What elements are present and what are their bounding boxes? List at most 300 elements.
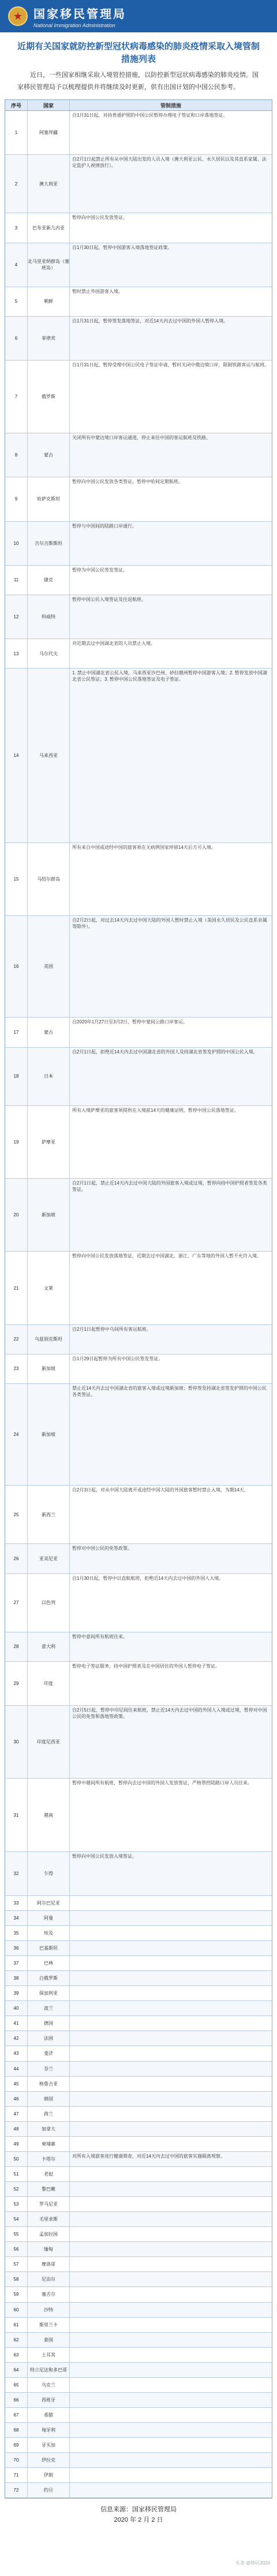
row-country: 特立尼达和多巴哥 — [28, 2363, 70, 2377]
row-country: 印度尼西亚 — [28, 1706, 70, 1778]
row-country: 文莱 — [28, 1252, 70, 1324]
row-country: 埃及 — [28, 1926, 70, 1940]
row-measure — [70, 2348, 272, 2362]
row-country: 白俄罗斯 — [28, 1971, 70, 1985]
table-row — [5, 2453, 272, 2468]
intro-paragraph: 近日，一些国家相继采取入境管控措施，以防控新型冠状病毒感染的肺炎疫情。国家移民管理局予以梳理提供并将继续及时更新，供有出国计划的中国公民参考。 — [17, 72, 259, 91]
row-country: 萨摩亚 — [28, 1106, 70, 1178]
row-measure — [70, 2393, 272, 2407]
table-row — [5, 2107, 272, 2122]
row-number: 26 — [5, 1544, 28, 1573]
row-country: 捷克 — [28, 566, 70, 595]
table-row — [5, 1486, 272, 1544]
row-country: 牙买加 — [28, 2438, 70, 2452]
table-row — [5, 1706, 272, 1779]
row-country: 匈牙利 — [28, 2423, 70, 2437]
row-country: 格鲁吉亚 — [28, 2077, 70, 2091]
row-number: 71 — [5, 2468, 28, 2482]
row-measure — [70, 1896, 272, 1910]
row-measure: 暂停向中国公民发放各类签证，暂停中哈间定期航班。 — [72, 479, 183, 485]
table-row — [5, 2077, 272, 2092]
row-number: 33 — [5, 1896, 28, 1910]
table-row — [5, 317, 272, 361]
table-row — [5, 1956, 272, 1971]
row-country: 巴林 — [28, 1956, 70, 1970]
row-measure: 暂停中国公民入境签证及往返航班。 — [72, 596, 146, 602]
organization-name — [33, 5, 126, 28]
table-row — [5, 2408, 272, 2423]
row-number: 49 — [5, 2137, 28, 2151]
row-country: 菲律宾 — [28, 317, 70, 360]
row-measure: 关闭所有中蒙边境口岸客运通道，停止来往中国的客运航班及铁路。 — [72, 435, 211, 441]
row-country: 马绍尔群岛 — [28, 843, 70, 915]
row-country: 缅甸 — [28, 2242, 70, 2256]
header-bar — [0, 0, 277, 32]
row-country: 朝鲜 — [28, 287, 70, 316]
row-measure: 暂停向中国公民发放入境签证。 — [72, 1853, 137, 1859]
row-measure — [70, 2363, 272, 2377]
row-measure — [70, 2197, 272, 2211]
row-number: 19 — [5, 1106, 28, 1178]
table-row — [5, 2287, 272, 2302]
table-row — [5, 1384, 272, 1486]
table-row — [5, 477, 272, 521]
table-row — [5, 2272, 272, 2287]
table-row — [5, 566, 272, 595]
table-row — [5, 2062, 272, 2077]
row-country: 俄罗斯 — [28, 361, 70, 433]
table-row — [5, 2318, 272, 2333]
table-row — [5, 1018, 272, 1047]
row-country: 法国 — [28, 2031, 70, 2046]
row-country: 新加坡 — [28, 1384, 70, 1485]
row-number: 10 — [5, 522, 28, 565]
table-row — [5, 1325, 272, 1354]
row-measure — [70, 2107, 272, 2121]
row-measure — [70, 2378, 272, 2392]
row-number: 47 — [5, 2107, 28, 2121]
row-number: 24 — [5, 1384, 28, 1485]
row-country: 尼泊尔 — [28, 2272, 70, 2287]
row-country: 斐济 — [28, 2046, 70, 2061]
row-country: 德国 — [28, 2016, 70, 2031]
row-measure — [70, 2468, 272, 2482]
row-measure: 自2月1日起，拒绝近14天内去过中国湖北省的外国人及持湖北省签发护照的中国公民入境。 — [72, 1049, 258, 1055]
row-measure: 对近期去过中国湖北省的人员禁止入境。 — [72, 641, 155, 647]
row-measure — [70, 2272, 272, 2287]
row-number: 37 — [5, 1956, 28, 1970]
row-country: 孟加拉国 — [28, 2227, 70, 2241]
table-row — [5, 2152, 272, 2167]
row-country: 阿尔巴尼亚 — [28, 1896, 70, 1910]
row-number: 46 — [5, 2092, 28, 2106]
row-measure — [70, 2167, 272, 2181]
table-row — [5, 2092, 272, 2107]
footer-date: 2020 年 2 月 2 日 — [114, 2516, 163, 2523]
row-number: 72 — [5, 2483, 28, 2497]
row-country: 新加坡 — [28, 1179, 70, 1251]
row-country: 新西兰 — [28, 1486, 70, 1543]
row-country: 意大利 — [28, 1632, 70, 1661]
row-number: 70 — [5, 2453, 28, 2467]
row-measure — [70, 2046, 272, 2061]
row-country: 伊拉克 — [28, 2453, 70, 2467]
table-row — [5, 1986, 272, 2001]
table-row — [5, 1911, 272, 1926]
table-row — [5, 1354, 272, 1384]
row-measure — [70, 2318, 272, 2332]
table-row — [5, 2303, 272, 2318]
table-row — [5, 2227, 272, 2242]
table-row — [5, 2363, 272, 2378]
table-row — [5, 2438, 272, 2453]
row-country: 乌兹别克斯坦 — [28, 1325, 70, 1354]
table-row — [5, 2167, 272, 2182]
row-number: 6 — [5, 317, 28, 360]
row-number: 5 — [5, 287, 28, 316]
table-row — [5, 522, 272, 566]
row-number: 23 — [5, 1354, 28, 1383]
row-measure: 1. 禁止中国湖北省公民入境，马来西亚沙巴州、砂拉越州暂停中国游客入境；2. 暂停发放中国湖北省公民签证；3. 暂停中国公民落地签证及电子签证。 — [72, 670, 267, 682]
row-number: 28 — [5, 1632, 28, 1661]
row-number: 36 — [5, 1941, 28, 1955]
national-emblem-icon: ★ — [8, 6, 28, 26]
table-row — [5, 1971, 272, 1986]
row-number: 4 — [5, 243, 28, 287]
row-measure — [70, 2001, 272, 2015]
row-measure: 自2月5日起，暂停中印尼间往来航班，禁止近14天内去过中国的外国人入境或过境，暂停对中国公民的免签和落地签政策。 — [72, 1708, 267, 1720]
row-number: 43 — [5, 2046, 28, 2061]
row-country: 新加坡 — [28, 1354, 70, 1383]
row-number: 54 — [5, 2212, 28, 2226]
row-number: 27 — [5, 1574, 28, 1632]
footer-source: 信息来源：国家移民管理局 — [100, 2506, 177, 2513]
row-number: 18 — [5, 1048, 28, 1105]
table-row — [5, 1779, 272, 1851]
row-measure: 对所有入境旅客进行健康筛查，对近14天内去过中国的旅客实施隔离观察。 — [72, 2153, 225, 2159]
table-row — [5, 361, 272, 433]
row-country: 哈萨克斯坦 — [28, 477, 70, 521]
row-number: 34 — [5, 1911, 28, 1925]
row-measure: 自1月30日起，暂停中以直航航班，拒绝近14天内去过中国的外国人入境。 — [72, 1575, 224, 1581]
table-row — [5, 595, 272, 639]
table-row — [5, 1179, 272, 1252]
row-number: 14 — [5, 669, 28, 842]
row-number: 63 — [5, 2348, 28, 2362]
row-country: 芬兰 — [28, 2062, 70, 2076]
row-number: 62 — [5, 2333, 28, 2347]
row-country: 韩国 — [28, 2092, 70, 2106]
table-row — [5, 2393, 272, 2408]
row-number: 9 — [5, 477, 28, 521]
row-number: 12 — [5, 595, 28, 639]
row-measure: 暂停中意间所有航班往来。 — [72, 1634, 128, 1639]
row-country: 蒙古 — [28, 1018, 70, 1046]
row-country: 伊朗 — [28, 2468, 70, 2482]
row-country: 印度 — [28, 1662, 70, 1705]
row-number: 53 — [5, 2197, 28, 2211]
row-number: 60 — [5, 2303, 28, 2317]
table-row — [5, 1544, 272, 1573]
row-measure: 暂停向中国公民发放签证。 — [72, 215, 128, 221]
row-number: 39 — [5, 1986, 28, 2000]
table-row — [5, 639, 272, 669]
table-row — [5, 1252, 272, 1324]
row-country: 希腊 — [28, 2408, 70, 2422]
header-measure: 管制措施 — [160, 102, 181, 109]
row-measure: 自2月1日起，禁止近14天内去过中国大陆的外国旅客入境或过境，暂停向持中国护照者签发各类签证。 — [72, 1181, 267, 1193]
row-measure — [70, 1986, 272, 2000]
table-row — [5, 2378, 272, 2393]
row-measure — [70, 2242, 272, 2256]
row-number: 17 — [5, 1018, 28, 1046]
row-number: 38 — [5, 1971, 28, 1985]
row-number: 32 — [5, 1852, 28, 1895]
row-measure: 自1月29日起暂停为所有中国公民签发签证。 — [72, 1356, 163, 1361]
table-row — [5, 669, 272, 843]
table-row — [5, 155, 272, 213]
row-measure — [70, 2137, 272, 2151]
row-measure: 自1月31日起，暂停签发落地签证，对近14天内去过中国的外国人暂停入境。 — [72, 318, 229, 324]
row-number: 51 — [5, 2167, 28, 2181]
row-measure: 自2月1日起暂停中乌间所有客运航班。 — [72, 1326, 151, 1332]
row-number: 15 — [5, 843, 28, 915]
row-measure: 自2020年1月27日至3月2日，暂停中蒙间公路口岸客运。 — [72, 1019, 188, 1025]
row-measure — [70, 2077, 272, 2091]
row-number: 25 — [5, 1486, 28, 1543]
row-country: 加拿大 — [28, 2122, 70, 2136]
row-measure — [70, 2333, 272, 2347]
table-row — [5, 1048, 272, 1106]
row-country: 巴基斯坦 — [28, 1941, 70, 1955]
footer — [0, 2499, 277, 2525]
table-row — [5, 111, 272, 155]
row-country: 乍得 — [28, 1852, 70, 1895]
table-row — [5, 1106, 272, 1179]
row-number: 58 — [5, 2272, 28, 2287]
row-number: 11 — [5, 566, 28, 595]
row-measure: 自2月1日起禁止所有从中国大陆出发的人员入境（澳大利亚公民、永久居民以及其直系家属、法定监护人视情放行）。 — [72, 157, 267, 169]
table-body — [5, 111, 272, 2498]
table-row — [5, 2212, 272, 2227]
row-number: 68 — [5, 2423, 28, 2437]
row-measure: 暂停与中国间的陆路口岸通行。 — [72, 523, 137, 529]
row-country: 越南 — [28, 1779, 70, 1851]
row-measure: 所有来自中国或途经中国的旅客须在无病例国家停留14天后方可入境。 — [72, 844, 216, 850]
row-number: 67 — [5, 2408, 28, 2422]
row-number: 56 — [5, 2242, 28, 2256]
row-number: 69 — [5, 2438, 28, 2452]
table-header — [5, 100, 272, 111]
row-number: 8 — [5, 433, 28, 477]
org-name-cn: 国家移民管理局 — [33, 8, 126, 21]
table-row — [5, 2137, 272, 2152]
row-measure: 暂时禁止外国游客入境。 — [72, 288, 123, 294]
row-number: 45 — [5, 2077, 28, 2091]
row-country: 亚美尼亚 — [28, 1544, 70, 1573]
row-number: 29 — [5, 1662, 28, 1705]
row-country: 波兰 — [28, 2001, 70, 2015]
row-number: 21 — [5, 1252, 28, 1324]
row-measure — [70, 1911, 272, 1925]
row-number: 40 — [5, 2001, 28, 2015]
row-number: 42 — [5, 2031, 28, 2046]
table-row — [5, 2242, 272, 2257]
row-country: 美国 — [28, 916, 70, 1017]
table-row — [5, 2001, 272, 2016]
row-number: 7 — [5, 361, 28, 433]
row-measure — [70, 2227, 272, 2241]
row-measure: 暂停为中国公民签发签证。 — [72, 567, 128, 573]
row-measure — [70, 1956, 272, 1970]
row-measure — [70, 2257, 272, 2271]
row-country: 泰国 — [28, 2333, 70, 2347]
row-measure: 自2月2日起，对过去14天内去过中国大陆的外国人暂时禁止入境（美国永久居民及公民直系亲属等除外）。 — [72, 918, 267, 930]
table-row — [5, 1941, 272, 1956]
row-country: 阿曼 — [28, 1911, 70, 1925]
row-number: 16 — [5, 916, 28, 1017]
row-number: 41 — [5, 2016, 28, 2031]
row-country: 澳大利亚 — [28, 155, 70, 213]
table-row — [5, 2046, 272, 2061]
row-measure — [70, 2303, 272, 2317]
row-country: 斯里兰卡 — [28, 2318, 70, 2332]
table-row — [5, 843, 272, 916]
row-country: 北马里亚纳群岛（塞班岛） — [28, 243, 70, 287]
row-measure — [70, 2182, 272, 2196]
table-row — [5, 2257, 272, 2272]
row-number: 55 — [5, 2227, 28, 2241]
page-title: 近期有关国家就防控新型冠状病毒感染的肺炎疫情采取入境管制措施列表 — [17, 42, 260, 64]
table-row — [5, 1896, 272, 1911]
row-number: 1 — [5, 111, 28, 154]
table-row — [5, 2016, 272, 2031]
row-measure: 自1月31日起，暂停受理中国公民电子签证申请，暂时关闭中俄边境口岸，限制铁路客运与航班。 — [72, 362, 269, 368]
row-measure — [70, 2287, 272, 2302]
row-country: 黎巴嫩 — [28, 2182, 70, 2196]
row-measure — [70, 2092, 272, 2106]
row-number: 64 — [5, 2363, 28, 2377]
table-row — [5, 2423, 272, 2438]
row-measure — [70, 2031, 272, 2046]
row-number: 35 — [5, 1926, 28, 1940]
row-measure: 自1月30日起，暂停中国游客入境落地签证政策。 — [72, 244, 173, 250]
row-number: 22 — [5, 1325, 28, 1354]
table-row — [5, 213, 272, 243]
row-measure — [70, 2062, 272, 2076]
header-country: 国家 — [28, 100, 70, 110]
row-country: 日本 — [28, 1048, 70, 1105]
table-row — [5, 2483, 272, 2498]
row-country: 科威特 — [28, 595, 70, 639]
row-measure — [70, 2016, 272, 2031]
table-row — [5, 1852, 272, 1896]
row-country: 老挝 — [28, 2167, 70, 2181]
table-row — [5, 2348, 272, 2363]
row-country: 约旦 — [28, 2483, 70, 2497]
row-measure — [70, 1926, 272, 1940]
row-number: 57 — [5, 2257, 28, 2271]
row-measure — [70, 2453, 272, 2467]
row-measure: 暂停中越间所有航班，暂停向去过中国的外国人发放签证，严格管控陆路口岸人员往来。 — [72, 1780, 252, 1786]
row-country: 以色列 — [28, 1574, 70, 1632]
table-row — [5, 2182, 272, 2197]
row-country: 乌克兰 — [28, 2378, 70, 2392]
row-number: 20 — [5, 1179, 28, 1251]
row-number: 31 — [5, 1779, 28, 1851]
row-number: 50 — [5, 2152, 28, 2166]
row-country: 柬埔寨 — [28, 2137, 70, 2151]
row-measure — [70, 1941, 272, 1955]
row-number: 48 — [5, 2122, 28, 2136]
row-country: 马尔代夫 — [28, 639, 70, 668]
row-measure: 禁止近14天内去过中国湖北省的旅客入境或过境新加坡；暂停签发持湖北省签发护照的中国公民各类签证。 — [72, 1385, 267, 1397]
row-number: 52 — [5, 2182, 28, 2196]
row-country: 沙特 — [28, 2303, 70, 2317]
row-measure — [70, 2122, 272, 2136]
row-country: 马来西亚 — [28, 669, 70, 842]
table-row — [5, 2122, 272, 2137]
row-country: 摩洛哥 — [28, 2257, 70, 2271]
row-country: 荷兰 — [28, 2107, 70, 2121]
header-no: 序号 — [5, 100, 28, 110]
row-country: 卡塔尔 — [28, 2152, 70, 2166]
row-measure — [70, 2212, 272, 2226]
table-row — [5, 916, 272, 1018]
row-measure: 自2月3日起，对从中国大陆离开或途经中国大陆的外国旅客暂时禁止入境，为期14天。 — [72, 1487, 249, 1493]
row-country: 罗马尼亚 — [28, 2197, 70, 2211]
row-number: 66 — [5, 2393, 28, 2407]
row-country: 塞舌尔 — [28, 2287, 70, 2302]
row-country: 阿塞拜疆 — [28, 111, 70, 154]
row-country: 毛里求斯 — [28, 2212, 70, 2226]
row-measure: 暂停电子签证服务，持中国护照者及在中国居住的外国人暂停电子签证。 — [72, 1663, 220, 1669]
row-measure: 暂停对中国公民的免签政策。 — [72, 1546, 132, 1551]
row-country: 土耳其 — [28, 2348, 70, 2362]
row-number: 59 — [5, 2287, 28, 2302]
row-measure — [70, 1971, 272, 1985]
row-country: 西班牙 — [28, 2393, 70, 2407]
row-measure — [70, 2483, 272, 2497]
row-number: 30 — [5, 1706, 28, 1778]
row-country: 巴布亚新几内亚 — [28, 213, 70, 242]
table-row — [5, 287, 272, 317]
row-measure — [70, 2408, 272, 2422]
row-country: 蒙古 — [28, 433, 70, 477]
table-row — [5, 1574, 272, 1632]
row-number: 13 — [5, 639, 28, 668]
table-row — [5, 1662, 272, 1706]
row-measure: 所有入境萨摩亚的旅客须提供在入境前14天的健康证明，暂停中国公民落地签证。 — [72, 1107, 239, 1113]
row-number: 65 — [5, 2378, 28, 2392]
row-measure: 暂停向中国公民发放落地签证，近期去过中国湖北、浙江、广东等地的外国人暂不允许入境。 — [72, 1253, 261, 1259]
row-measure — [70, 2423, 272, 2437]
table-row — [5, 433, 272, 477]
row-number: 3 — [5, 213, 28, 242]
table-row — [5, 1926, 272, 1941]
measures-table — [5, 99, 272, 2499]
table-row — [5, 2031, 272, 2046]
row-country: 吉尔吉斯斯坦 — [28, 522, 70, 565]
row-measure: 自1月31日起，对持普通护照的中国公民暂停办理电子签证和口岸落地签证。 — [72, 113, 228, 118]
table-row — [5, 243, 272, 287]
org-name-en: National Immigration Administration — [33, 22, 115, 28]
table-row — [5, 1632, 272, 1662]
table-row — [5, 2197, 272, 2212]
watermark: 头条 @移民2020 — [235, 2560, 270, 2566]
row-measure — [70, 2438, 272, 2452]
table-row — [5, 2468, 272, 2483]
